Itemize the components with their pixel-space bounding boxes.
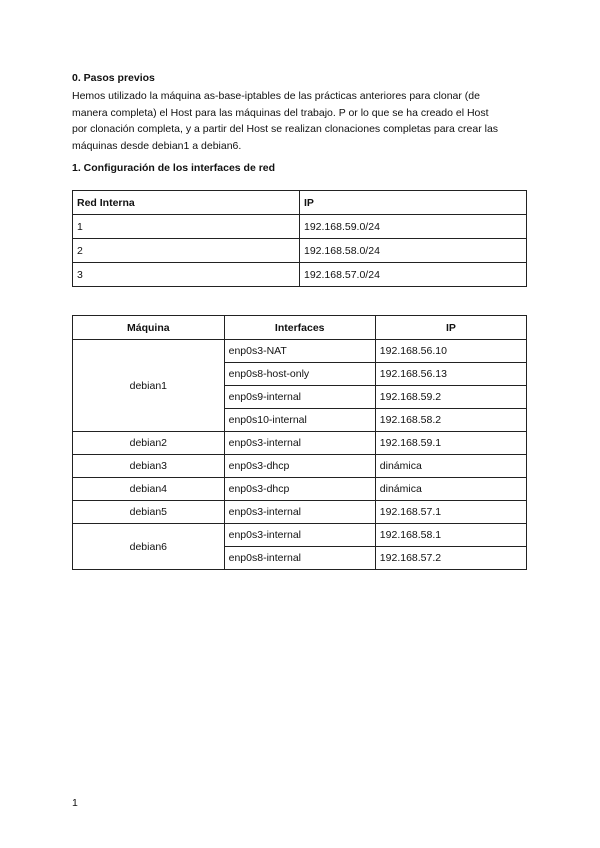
ip-cell: 192.168.58.2 — [375, 409, 526, 432]
machine-cell: debian5 — [73, 501, 225, 524]
section-heading-pasos-previos: 0. Pasos previos — [72, 72, 155, 84]
paragraph-line: máquinas desde debian1 a debian6. — [72, 139, 242, 152]
paragraph-line: Hemos utilizado la máquina as-base-iptables de las prácticas anteriores para clonar (de — [72, 90, 480, 102]
ip-cell: 192.168.56.13 — [375, 363, 526, 386]
intro-paragraph — [72, 88, 542, 154]
machine-cell: debian2 — [73, 432, 225, 455]
interface-cell: enp0s3-dhcp — [224, 478, 375, 501]
table-cell: 192.168.57.0/24 — [300, 263, 527, 287]
interface-cell: enp0s10-internal — [224, 409, 375, 432]
table-row — [73, 432, 527, 455]
ip-cell: 192.168.58.1 — [375, 524, 526, 547]
machine-interfaces-table — [72, 315, 527, 570]
machine-cell: debian3 — [73, 455, 225, 478]
table-header-row — [73, 316, 527, 340]
table-cell: 192.168.58.0/24 — [300, 239, 527, 263]
table-row — [73, 239, 527, 263]
interface-cell: enp0s3-internal — [224, 501, 375, 524]
machine-cell: debian4 — [73, 478, 225, 501]
column-header: Red Interna — [73, 191, 300, 215]
table-cell: 2 — [73, 239, 300, 263]
table-cell: 1 — [73, 215, 300, 239]
table-row — [73, 340, 527, 363]
interface-cell: enp0s3-internal — [224, 524, 375, 547]
ip-cell: 192.168.56.10 — [375, 340, 526, 363]
ip-cell: dinámica — [375, 478, 526, 501]
table-row — [73, 455, 527, 478]
table-row — [73, 478, 527, 501]
interface-cell: enp0s3-internal — [224, 432, 375, 455]
ip-cell: 192.168.57.2 — [375, 547, 526, 570]
section-heading-interfaces: 1. Configuración de los interfaces de red — [72, 162, 276, 174]
table-row — [73, 501, 527, 524]
table-cell: 192.168.59.0/24 — [300, 215, 527, 239]
column-header: Interfaces — [224, 316, 375, 340]
interface-cell: enp0s3-dhcp — [224, 455, 375, 478]
interface-cell: enp0s8-internal — [224, 547, 375, 570]
column-header: Máquina — [73, 316, 225, 340]
ip-cell: dinámica — [375, 455, 526, 478]
page-number: 1 — [72, 797, 78, 809]
column-header: IP — [375, 316, 526, 340]
interface-cell: enp0s9-internal — [224, 386, 375, 409]
internal-network-table — [72, 190, 527, 287]
interface-cell: enp0s3-NAT — [224, 340, 375, 363]
table-row — [73, 524, 527, 547]
ip-cell: 192.168.57.1 — [375, 501, 526, 524]
paragraph-line: por clonación completa, y a partir del Host se realizan clonaciones completas para crear las — [72, 123, 499, 135]
machine-cell: debian6 — [73, 524, 225, 570]
interface-cell: enp0s8-host-only — [224, 363, 375, 386]
table-header-row — [73, 191, 527, 215]
table-row — [73, 215, 527, 239]
machine-cell: debian1 — [73, 340, 225, 432]
column-header: IP — [300, 191, 527, 215]
ip-cell: 192.168.59.2 — [375, 386, 526, 409]
ip-cell: 192.168.59.1 — [375, 432, 526, 455]
paragraph-line: manera completa) el Host para las máquinas del trabajo. P or lo que se ha creado el Host — [72, 106, 489, 119]
table-cell: 3 — [73, 263, 300, 287]
table-row — [73, 263, 527, 287]
